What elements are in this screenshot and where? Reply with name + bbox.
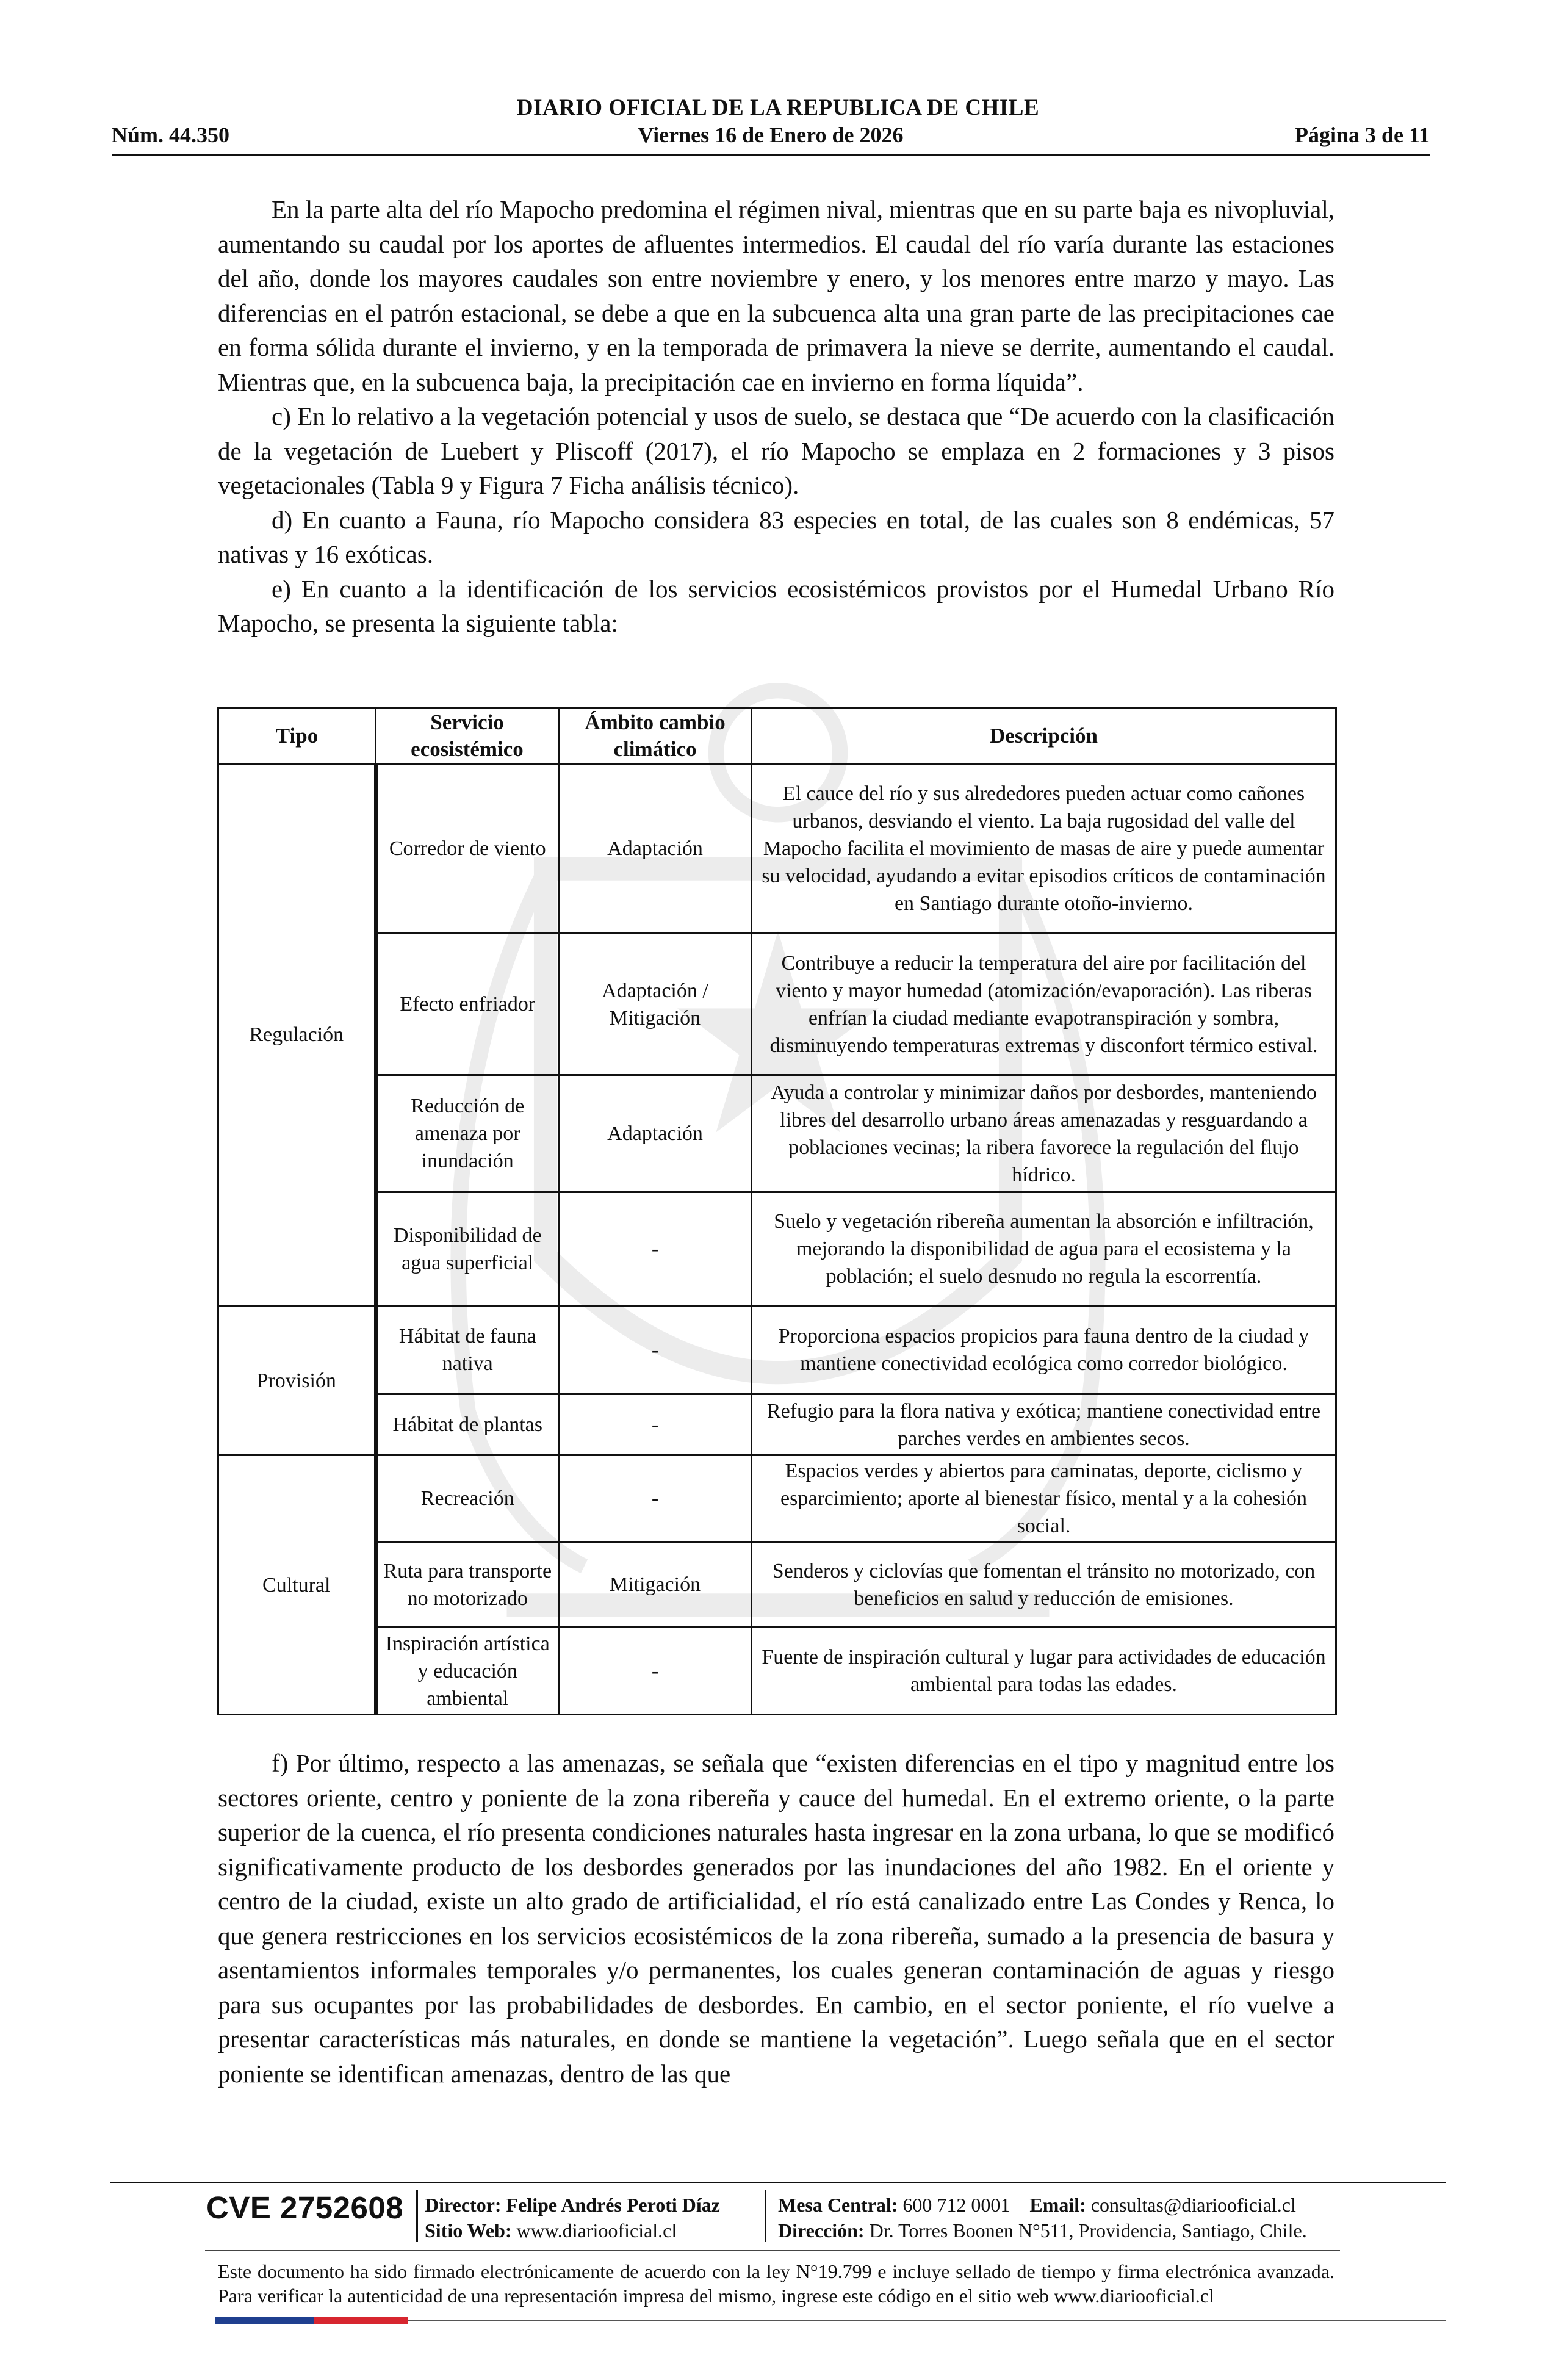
flag-bar-blue — [215, 2317, 314, 2324]
description-cell: Fuente de inspiración cultural y lugar para actividades de educación ambiental para todas las edades. — [752, 1628, 1336, 1715]
body-text-upper — [218, 192, 1334, 641]
table-row — [218, 1455, 1336, 1542]
paragraph: d) En cuanto a Fauna, río Mapocho considera 83 especies en total, de las cuales son 8 endémicas, 57 nativas y 16 exóticas. — [218, 505, 1334, 568]
address-label: Dirección: — [778, 2220, 865, 2241]
table-row — [218, 1075, 1336, 1192]
scope-cell: Adaptación — [559, 764, 752, 934]
website-link[interactable]: www.diariooficial.cl — [516, 2220, 677, 2241]
director-name: Felipe Andrés Peroti Díaz — [506, 2194, 720, 2216]
email-label: Email: — [1029, 2194, 1086, 2216]
flag-bar-red — [314, 2317, 408, 2324]
footer-contact-block — [778, 2192, 1307, 2243]
paragraph: f) Por último, respecto a las amenazas, se señala que “existen diferencias en el tipo y magnitud entre los sectores oriente, centro y poniente de la zona ribereña y cauce del humedal. En el extremo oriente, o la parte superior de la cuenca, el río presenta condiciones naturales hasta ingresar en la zona urbana, lo que se modificó significativamente producto de los desbordes generados por las inundaciones del año 1982. En el oriente y centro de la ciudad, existe un alto grado de artificialidad, el río está canalizado entre Las Condes y Renca, lo que genera restricciones en los servicios ecosistémicos de la zona ribereña, sumado a la presencia de basura y asentamientos informales temporales y/o permanentes, los cuales generan contaminación de aguas y riesgo para sus ocupantes por las probabilidades de desbordes. En cambio, en el sector poniente, el río vuelve a presentar características más naturales, en donde se mantiene la vegetación”. Luego señala que en el sector poniente se identifican amenazas, dentro de las que — [218, 1749, 1334, 2088]
address-text: Dr. Torres Boonen N°511, Providencia, Santiago, Chile. — [869, 2220, 1307, 2241]
table-header: Descripción — [752, 708, 1336, 764]
table-row — [218, 934, 1336, 1075]
description-cell: Suelo y vegetación ribereña aumentan la absorción e infiltración, mejorando la disponibilidad de agua para el ecosistema y la población; el suelo desnudo no regula la escorrentía. — [752, 1192, 1336, 1306]
service-cell: Corredor de viento — [376, 764, 559, 934]
footer-divider — [110, 2182, 1446, 2183]
service-cell: Reducción de amenaza por inundación — [376, 1075, 559, 1192]
scope-cell: Adaptación / Mitigación — [559, 934, 752, 1075]
table-row — [218, 1628, 1336, 1715]
scope-cell: - — [559, 1628, 752, 1715]
footer-divider — [205, 2250, 1340, 2251]
header-divider — [112, 154, 1430, 156]
ecosystem-services-table — [217, 707, 1337, 1715]
group-cell: Cultural — [218, 1455, 376, 1715]
table-header: Tipo — [218, 708, 376, 764]
page-number: Página 3 de 11 — [1294, 123, 1430, 147]
group-cell: Provisión — [218, 1306, 376, 1455]
footer-separator — [765, 2190, 766, 2242]
header-row — [112, 122, 1430, 151]
description-cell: Espacios verdes y abiertos para caminatas, deporte, ciclismo y esparcimiento; aporte al bienestar físico, mental y a la cohesión social. — [752, 1455, 1336, 1542]
table-row — [218, 1192, 1336, 1306]
web-label: Sitio Web: — [425, 2220, 512, 2241]
email-link[interactable]: consultas@diariooficial.cl — [1090, 2194, 1296, 2216]
phone-number: 600 712 0001 — [902, 2194, 1010, 2216]
scope-cell: Mitigación — [559, 1542, 752, 1628]
scope-cell: - — [559, 1455, 752, 1542]
issue-number: Núm. 44.350 — [112, 123, 230, 147]
scope-cell: - — [559, 1306, 752, 1394]
service-cell: Disponibilidad de agua superficial — [376, 1192, 559, 1306]
footer-bottom-line — [408, 2320, 1446, 2321]
scope-cell: - — [559, 1192, 752, 1306]
group-cell: Regulación — [218, 764, 376, 1306]
newspaper-title: DIARIO OFICIAL DE LA REPUBLICA DE CHILE — [516, 95, 1040, 120]
table-header: Servicio ecosistémico — [376, 708, 559, 764]
body-text-lower — [218, 1746, 1334, 2091]
service-cell: Ruta para transporte no motorizado — [376, 1542, 559, 1628]
table-row — [218, 1542, 1336, 1628]
description-cell: El cauce del río y sus alrededores pueden actuar como cañones urbanos, desviando el viento. La baja rugosidad del valle del Mapocho facilita el movimiento de masas de aire y puede aumentar su velocidad, ayudando a evitar episodios críticos de contaminación en Santiago durante otoño-invierno. — [752, 764, 1336, 934]
description-cell: Refugio para la flora nativa y exótica; mantiene conectividad entre parches verdes en ambientes secos. — [752, 1394, 1336, 1455]
table-header: Ámbito cambio climático — [559, 708, 752, 764]
table-row — [218, 1394, 1336, 1455]
scope-cell: Adaptación — [559, 1075, 752, 1192]
service-cell: Efecto enfriador — [376, 934, 559, 1075]
cve-code: CVE 2752608 — [206, 2190, 404, 2225]
table-row — [218, 1306, 1336, 1394]
description-cell: Proporciona espacios propicios para fauna dentro de la ciudad y mantiene conectividad ecológica como corredor biológico. — [752, 1306, 1336, 1394]
paragraph: e) En cuanto a la identificación de los servicios ecosistémicos provistos por el Humedal Urbano Río Mapocho, se presenta la siguiente tabla: — [218, 574, 1334, 637]
service-cell: Hábitat de fauna nativa — [376, 1306, 559, 1394]
issue-date: Viernes 16 de Enero de 2026 — [638, 123, 904, 147]
director-label: Director: — [425, 2194, 502, 2216]
table-row — [218, 764, 1336, 934]
footer-separator — [416, 2190, 418, 2242]
service-cell: Hábitat de plantas — [376, 1394, 559, 1455]
scope-cell: - — [559, 1394, 752, 1455]
signature-note: Este documento ha sido firmado electrónicamente de acuerdo con la ley N°19.799 e incluye sellado de tiempo y firma electrónica avanzada. Para verificar la autenticidad de una representación impresa del mismo, ingrese este código en el sitio web www.diariooficial.cl — [218, 2260, 1334, 2307]
table-header-row — [218, 708, 1336, 764]
service-cell: Recreación — [376, 1455, 559, 1542]
description-cell: Ayuda a controlar y minimizar daños por desbordes, manteniendo libres del desarrollo urbano áreas amenazadas y resguardando a poblaciones vecinas; la ribera favorece la regulación del flujo hídrico. — [752, 1075, 1336, 1192]
paragraph: c) En lo relativo a la vegetación potencial y usos de suelo, se destaca que “De acuerdo con la clasificación de la vegetación de Luebert y Pliscoff (2017), el río Mapocho se emplaza en 2 formaciones y 3 pisos vegetacionales (Tabla 9 y Figura 7 Ficha análisis técnico). — [218, 402, 1334, 499]
paragraph: En la parte alta del río Mapocho predomina el régimen nival, mientras que en su parte baja es nivopluvial, aumentando su caudal por los aportes de afluentes intermedios. El caudal del río varía durante las estaciones del año, donde los mayores caudales son entre noviembre y enero, y los menores entre marzo y mayo. Las diferencias en el patrón estacional, se debe a que en la subcuenca alta una gran parte de las precipitaciones cae en forma sólida durante el invierno, y en la temporada de primavera la nieve se derrite, aumentando el caudal. Mientras que, en la subcuenca baja, la precipitación cae en invierno en forma líquida”. — [218, 195, 1334, 396]
mesa-label: Mesa Central: — [778, 2194, 898, 2216]
service-cell: Inspiración artística y educación ambiental — [376, 1628, 559, 1715]
footer-director-block — [425, 2192, 720, 2243]
description-cell: Contribuye a reducir la temperatura del aire por facilitación del viento y mayor humedad (atomización/evaporación). Las riberas enfrían la ciudad mediante evapotranspiración y sombra, disminuyendo temperaturas extremas y disconfort térmico estival. — [752, 934, 1336, 1075]
description-cell: Senderos y ciclovías que fomentan el tránsito no motorizado, con beneficios en salud y reducción de emisiones. — [752, 1542, 1336, 1628]
